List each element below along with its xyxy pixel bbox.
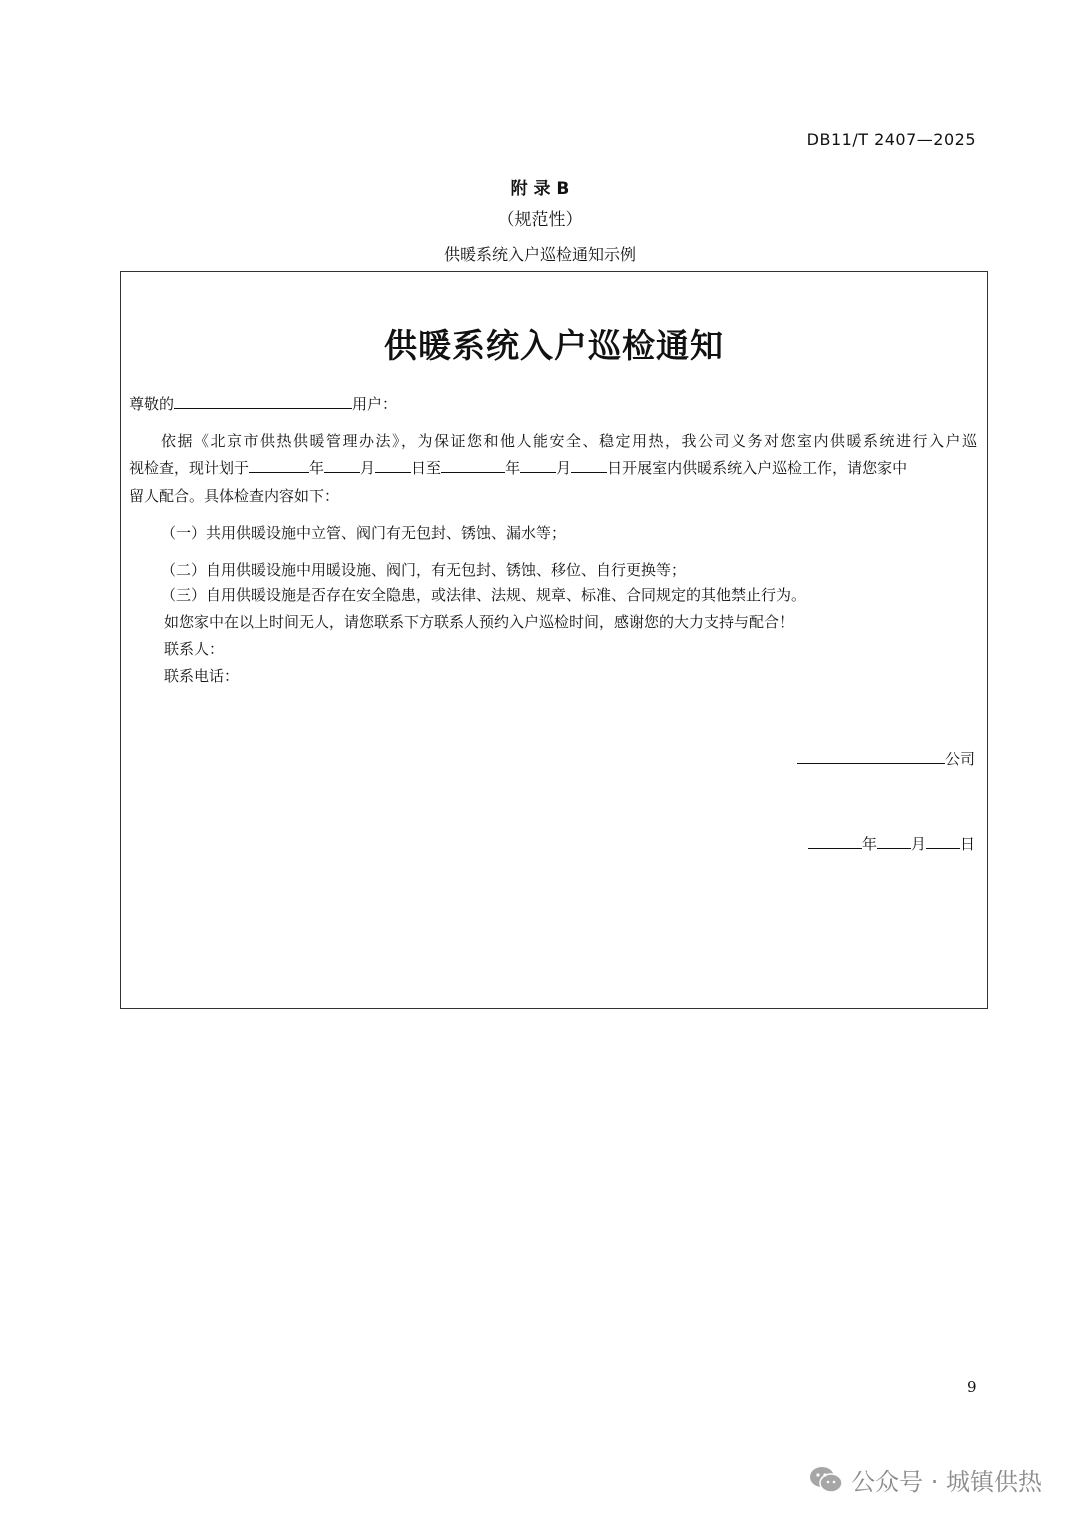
end-month-label: 月	[556, 459, 572, 477]
check-item-2: （二）自用供暖设施中用暖设施、阀门，有无包封、锈蚀、移位、自行更换等；	[161, 561, 687, 579]
check-item-1: （一）共用供暖设施中立管、阀门有无包封、锈蚀、漏水等；	[161, 524, 567, 542]
para1-line3: 留人配合。具体检查内容如下：	[129, 487, 340, 505]
notice-title: 供暖系统入户巡检通知	[384, 326, 724, 365]
sign-day-blank	[926, 834, 960, 849]
start-year-label: 年	[309, 459, 325, 477]
sign-month-label: 月	[910, 835, 926, 853]
end-day-blank	[571, 458, 607, 473]
start-year-blank	[249, 458, 309, 473]
user-name-blank	[174, 394, 352, 409]
day-to-label: 日至	[411, 459, 442, 477]
sign-year-label: 年	[861, 835, 877, 853]
appendix-title: 附 录 B	[510, 179, 570, 199]
phone-label: 联系电话：	[164, 667, 240, 685]
appendix-type: （规范性）	[497, 210, 583, 230]
sign-month-blank	[877, 834, 911, 849]
notice-box	[120, 271, 988, 1009]
standard-code: DB11/T 2407—2025	[806, 130, 976, 149]
para1-line1: 依据《北京市供热供暖管理办法》，为保证您和他人能安全、稳定用热，我公司义务对您室内供暖系统进行入户巡	[161, 432, 977, 450]
sign-day-label: 日	[959, 835, 975, 853]
start-day-blank	[375, 458, 411, 473]
para1-line2	[129, 457, 907, 478]
closing-text: 如您家中在以上时间无人，请您联系下方联系人预约入户巡检时间，感谢您的大力支持与配合！	[164, 613, 795, 631]
salutation-line	[129, 393, 397, 414]
sign-year-blank	[808, 834, 862, 849]
wechat-watermark	[809, 1462, 1042, 1497]
wechat-icon	[809, 1465, 843, 1495]
salutation-prefix: 尊敬的	[129, 395, 175, 413]
company-suffix: 公司	[944, 750, 975, 768]
end-year-blank	[441, 458, 505, 473]
end-year-label: 年	[505, 459, 521, 477]
start-month-label: 月	[360, 459, 376, 477]
page-number: 9	[967, 1378, 977, 1396]
company-name-blank	[797, 749, 945, 764]
start-month-blank	[324, 458, 360, 473]
end-month-blank	[520, 458, 556, 473]
signature-date	[808, 833, 975, 854]
salutation-suffix: 用户：	[352, 395, 398, 413]
appendix-caption: 供暖系统入户巡检通知示例	[443, 245, 636, 264]
contact-label: 联系人：	[164, 640, 225, 658]
para1-line2-start: 视检查，现计划于	[129, 459, 250, 477]
check-item-3: （三）自用供暖设施是否存在安全隐患，或法律、法规、规章、标准、合同规定的其他禁止行为。	[161, 586, 807, 604]
para1-line2-end: 日开展室内供暖系统入户巡检工作，请您家中	[607, 459, 908, 477]
company-line	[797, 748, 975, 769]
watermark-text: 公众号 · 城镇供热	[851, 1468, 1042, 1496]
